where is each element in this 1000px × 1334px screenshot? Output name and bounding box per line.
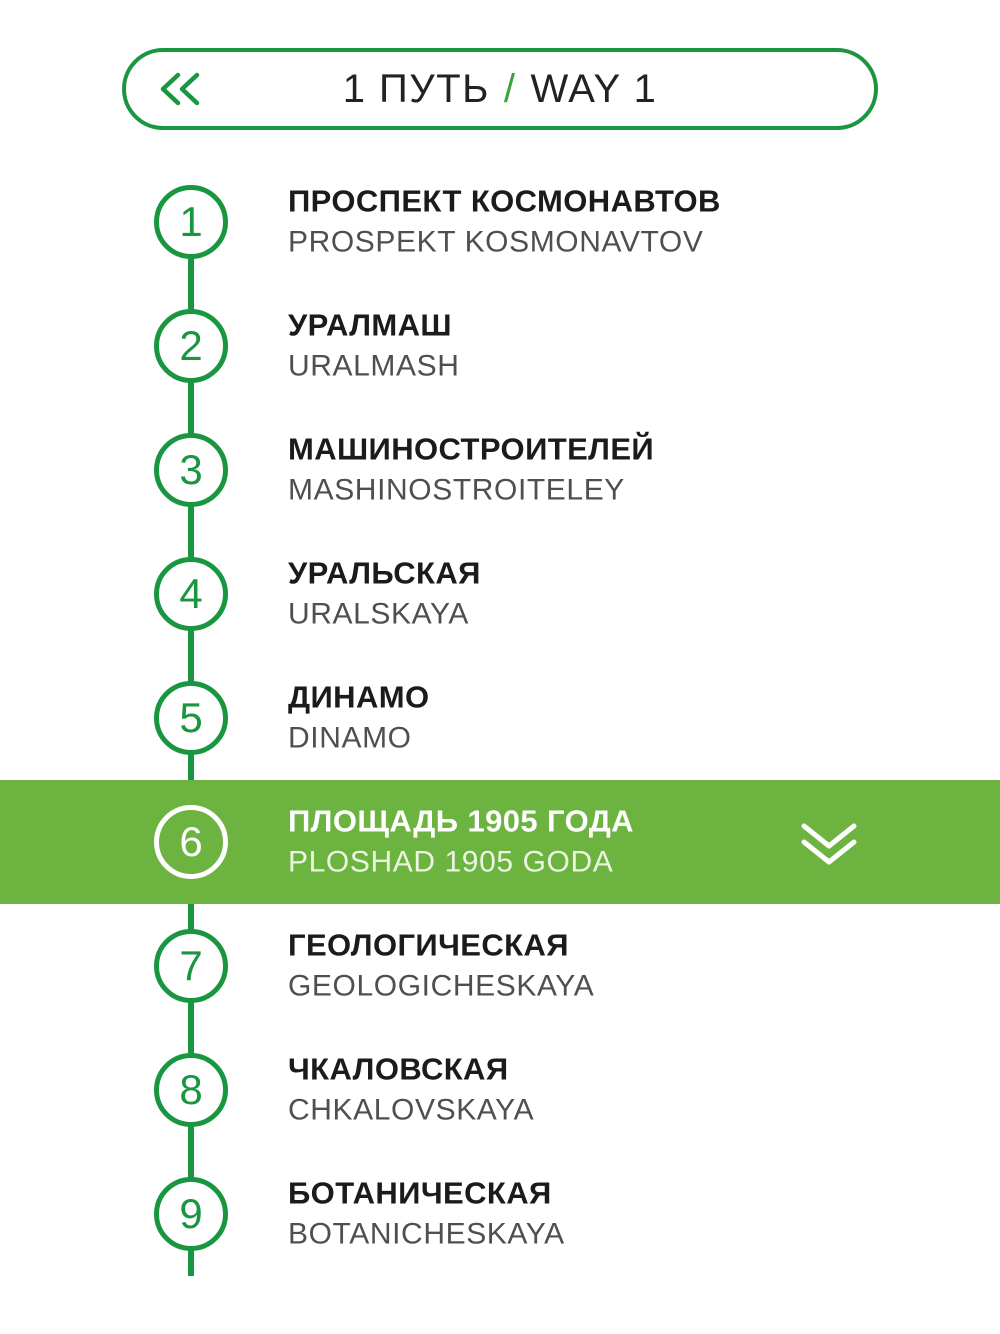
list-item[interactable] [0,160,1000,284]
station-labels [288,1051,534,1128]
station-labels [288,1175,565,1252]
station-number: 4 [154,557,228,631]
station-number: 9 [154,1177,228,1251]
way-header [122,48,878,130]
expand-button[interactable] [798,818,860,866]
station-number: 5 [154,681,228,755]
list-item[interactable] [0,656,1000,780]
station-name-ru: БОТАНИЧЕСКАЯ [288,1175,552,1211]
station-labels [288,431,654,508]
station-name-en: GEOLOGICHESKAYA [288,968,595,1002]
station-name-ru: ПЛОЩАДЬ 1905 ГОДА [288,803,634,839]
station-number: 6 [154,805,228,879]
page-title-separator: / [503,66,517,111]
list-item[interactable] [0,1152,1000,1276]
station-labels [288,555,481,632]
list-item[interactable] [0,284,1000,408]
station-name-en: MASHINOSTROITELEY [288,472,625,506]
station-number: 2 [154,309,228,383]
chevron-double-down-icon [798,818,860,866]
station-labels [288,927,594,1004]
list-item[interactable] [0,532,1000,656]
station-name-en: PLOSHAD 1905 GODA [288,844,614,878]
station-name-en: URALSKAYA [288,596,470,630]
station-number: 8 [154,1053,228,1127]
station-labels [288,307,460,384]
chevron-double-left-icon [158,72,204,106]
list-item[interactable] [0,408,1000,532]
back-button[interactable] [154,67,208,111]
list-item[interactable] [0,904,1000,1028]
station-labels [288,679,429,756]
station-name-en: CHKALOVSKAYA [288,1092,535,1126]
station-labels [288,183,721,260]
list-item-current[interactable] [0,780,1000,904]
station-name-ru: ДИНАМО [288,679,430,715]
station-name-ru: ЧКАЛОВСКАЯ [288,1051,509,1087]
station-name-ru: ПРОСПЕКТ КОСМОНАВТОВ [288,183,721,219]
station-number: 7 [154,929,228,1003]
station-name-en: DINAMO [288,720,412,754]
page-title [343,67,658,112]
station-name-en: PROSPEKT KOSMONAVTOV [288,224,704,258]
station-name-en: URALMASH [288,348,460,382]
station-name-en: BOTANICHESKAYA [288,1216,565,1250]
station-name-ru: ГЕОЛОГИЧЕСКАЯ [288,927,569,963]
station-number: 1 [154,185,228,259]
page-title-en: WAY 1 [530,66,658,111]
page-title-ru: 1 ПУТЬ [342,66,490,111]
station-name-ru: УРАЛЬСКАЯ [288,555,481,591]
station-number: 3 [154,433,228,507]
station-list [0,160,1000,1276]
station-name-ru: УРАЛМАШ [288,307,452,343]
station-labels [288,803,634,880]
station-name-ru: МАШИНОСТРОИТЕЛЕЙ [288,431,655,467]
list-item[interactable] [0,1028,1000,1152]
